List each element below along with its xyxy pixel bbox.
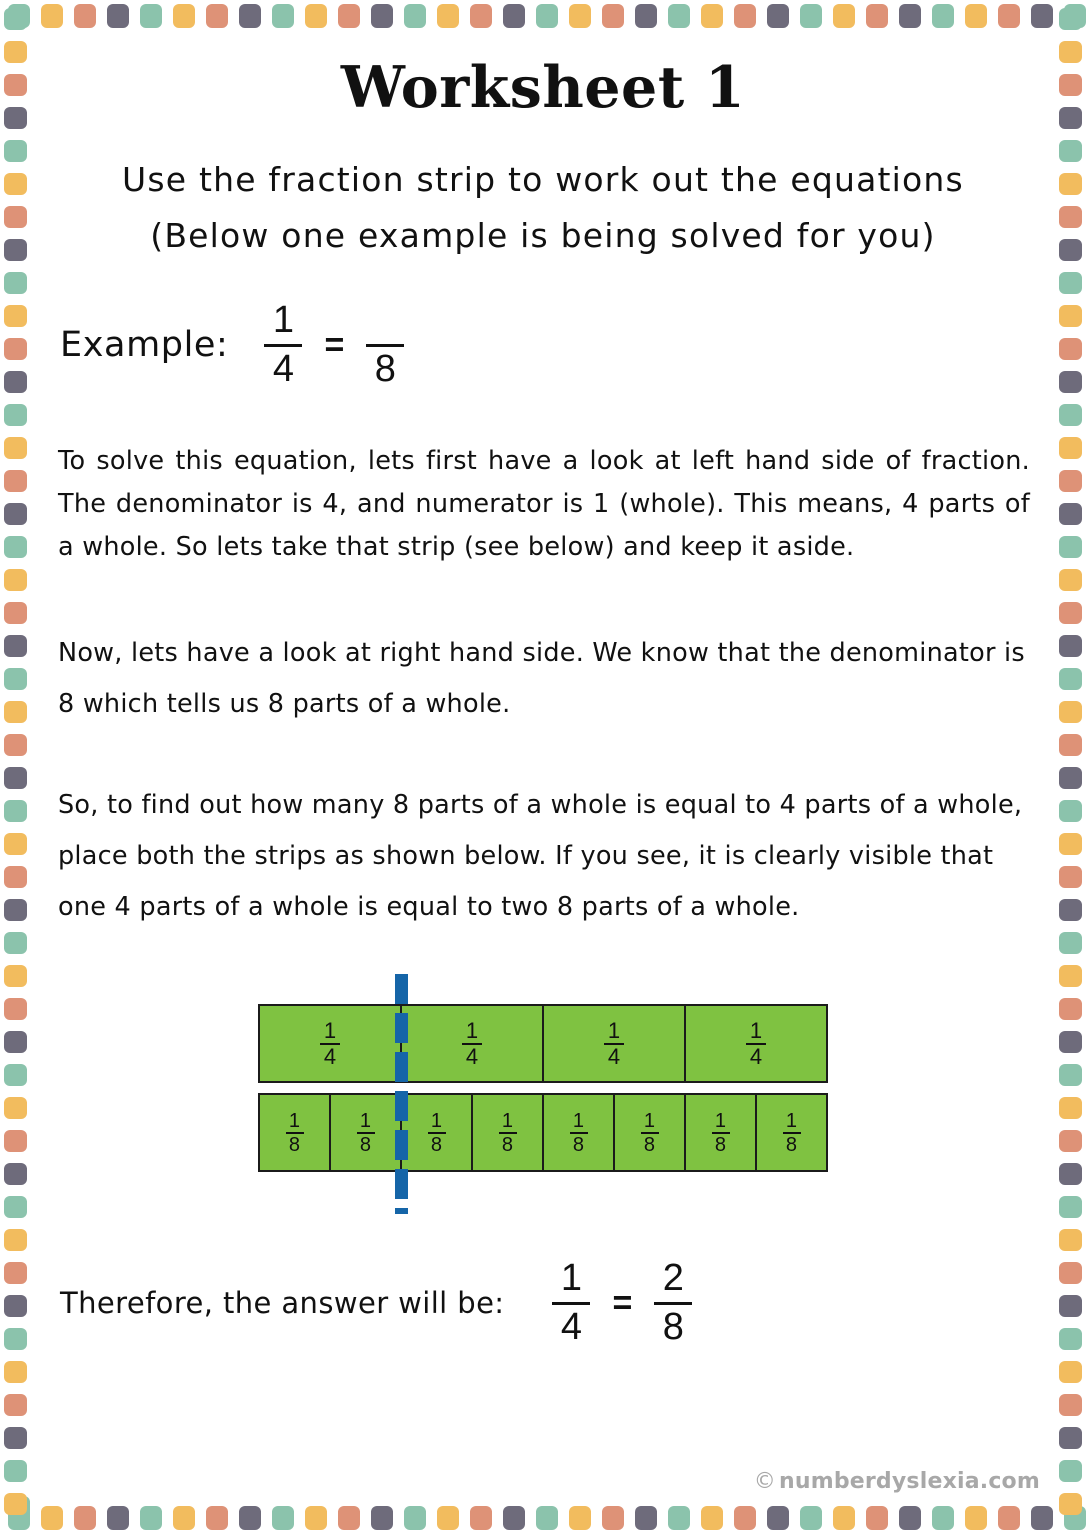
border-dot <box>1059 305 1082 327</box>
border-dot <box>1059 140 1082 162</box>
quarter-numerator: 1 <box>323 1017 337 1043</box>
answer-equals-sign: = <box>612 1283 633 1322</box>
explanation-paragraph-3: So, to find out how many 8 parts of a whole is equal to 4 parts of a whole, place both the strips as shown below. If you see, it is clearly visible that one 4 parts of a whole is equal to two 8 parts of a whole. <box>58 790 1023 922</box>
border-dot <box>767 4 789 28</box>
border-dot <box>4 503 27 525</box>
watermark-site-name: numberdyslexia.com <box>778 1469 1040 1494</box>
border-dot <box>4 107 27 129</box>
border-dot <box>1059 41 1082 63</box>
border-dot <box>1059 206 1082 228</box>
quarter-fraction <box>604 1017 624 1069</box>
border-dot <box>4 272 27 294</box>
site-watermark <box>754 1469 1040 1494</box>
border-dot <box>4 866 27 888</box>
border-dot <box>173 4 195 28</box>
border-dot <box>4 371 27 393</box>
border-dot <box>734 1506 756 1530</box>
border-dot <box>1059 272 1082 294</box>
border-dot <box>4 74 27 96</box>
border-dot <box>734 4 756 28</box>
quarter-fraction <box>746 1017 766 1069</box>
border-dot <box>74 1506 96 1530</box>
border-dot <box>470 4 492 28</box>
eighth-cell <box>615 1095 686 1170</box>
border-dot <box>899 4 921 28</box>
border-dot <box>767 1506 789 1530</box>
eighth-numerator: 1 <box>430 1109 443 1132</box>
border-dot <box>1059 470 1082 492</box>
border-dot <box>371 4 393 28</box>
border-dot <box>140 4 162 28</box>
answer-right-numerator: 2 <box>662 1256 684 1299</box>
fraction-strip-eighths <box>258 1093 828 1172</box>
border-dot <box>1059 932 1082 954</box>
border-dot <box>206 4 228 28</box>
border-dot <box>41 1506 63 1530</box>
fraction-strips-diagram <box>258 1004 828 1172</box>
eighth-numerator: 1 <box>288 1109 301 1132</box>
border-dot <box>4 437 27 459</box>
border-dot <box>1059 899 1082 921</box>
border-dot <box>1059 1097 1082 1119</box>
answer-right-denominator: 8 <box>662 1305 684 1348</box>
border-dot <box>338 1506 360 1530</box>
border-dot <box>1059 1229 1082 1251</box>
border-dot <box>1059 1394 1082 1416</box>
example-left-fraction <box>264 298 302 390</box>
decorative-border-left <box>4 8 30 1528</box>
border-dot <box>338 4 360 28</box>
border-dot <box>635 1506 657 1530</box>
answer-left-fraction <box>552 1256 590 1348</box>
fraction-bar <box>654 1302 692 1305</box>
eighth-fraction <box>570 1111 588 1155</box>
border-dot <box>272 4 294 28</box>
border-dot <box>4 536 27 558</box>
border-dot <box>668 4 690 28</box>
border-dot <box>1031 4 1053 28</box>
border-dot <box>1059 404 1082 426</box>
eighth-numerator: 1 <box>572 1109 585 1132</box>
border-dot <box>1059 569 1082 591</box>
border-dot <box>4 1427 27 1449</box>
eighth-cell <box>402 1095 473 1170</box>
border-dot <box>1059 1130 1082 1152</box>
border-dot <box>272 1506 294 1530</box>
page-title: Worksheet 1 <box>340 54 746 121</box>
border-dot <box>4 1130 27 1152</box>
border-dot <box>569 1506 591 1530</box>
eighth-fraction <box>641 1111 659 1155</box>
border-dot <box>4 569 27 591</box>
border-dot <box>1059 998 1082 1020</box>
worksheet-instruction-line-2: (Below one example is being solved for you) <box>150 216 936 255</box>
eighth-denominator: 8 <box>714 1133 727 1156</box>
answer-label: Therefore, the answer will be: <box>60 1286 505 1320</box>
alignment-marker-dashed-line <box>395 974 408 1214</box>
border-dot <box>1059 536 1082 558</box>
border-dot <box>4 1493 27 1515</box>
border-dot <box>140 1506 162 1530</box>
explanation-paragraph-1: To solve this equation, lets first have a look at left hand side of fraction. The denominator is 4, and numerator is 1 (whole). This means, 4 parts of a whole. So lets take that strip (see below) and keep it aside. <box>58 446 1030 562</box>
answer-right-fraction <box>654 1256 692 1348</box>
border-dot <box>305 4 327 28</box>
border-dot <box>4 1064 27 1086</box>
border-dot <box>932 4 954 28</box>
border-dot <box>4 1295 27 1317</box>
border-dot <box>4 965 27 987</box>
eighth-cell <box>473 1095 544 1170</box>
border-dot <box>1059 668 1082 690</box>
fraction-bar <box>366 344 404 347</box>
border-dot <box>1059 1163 1082 1185</box>
decorative-border-right <box>1056 8 1082 1528</box>
eighth-fraction <box>286 1111 304 1155</box>
example-left-denominator: 4 <box>272 347 294 390</box>
border-dot <box>998 1506 1020 1530</box>
border-dot <box>635 4 657 28</box>
border-dot <box>470 1506 492 1530</box>
border-dot <box>701 1506 723 1530</box>
border-dot <box>404 1506 426 1530</box>
border-dot <box>4 1328 27 1350</box>
border-dot <box>1059 239 1082 261</box>
border-dot <box>4 140 27 162</box>
border-dot <box>1059 965 1082 987</box>
border-dot <box>4 1394 27 1416</box>
quarter-cell <box>686 1006 826 1081</box>
worksheet-instruction-line-1: Use the fraction strip to work out the equations <box>122 160 964 199</box>
border-dot <box>569 4 591 28</box>
border-dot <box>536 4 558 28</box>
quarter-denominator: 4 <box>607 1043 621 1069</box>
example-right-numerator-blank[interactable] <box>370 301 400 341</box>
border-dot <box>701 4 723 28</box>
border-dot <box>4 932 27 954</box>
example-equals-sign: = <box>324 325 345 364</box>
example-equation <box>60 300 404 390</box>
example-right-denominator: 8 <box>374 347 396 390</box>
decorative-border-bottom <box>8 1500 1078 1530</box>
border-dot <box>833 4 855 28</box>
border-dot <box>1059 1493 1082 1515</box>
fraction-bar <box>264 344 302 347</box>
fraction-strip-quarters <box>258 1004 828 1083</box>
border-dot <box>4 767 27 789</box>
answer-left-numerator: 1 <box>560 1256 583 1299</box>
border-dot <box>1059 173 1082 195</box>
quarter-numerator: 1 <box>465 1017 479 1043</box>
border-dot <box>74 4 96 28</box>
border-dot <box>4 602 27 624</box>
eighth-denominator: 8 <box>430 1133 443 1156</box>
eighth-numerator: 1 <box>714 1109 727 1132</box>
border-dot <box>4 1460 27 1482</box>
border-dot <box>833 1506 855 1530</box>
border-dot <box>536 1506 558 1530</box>
border-dot <box>305 1506 327 1530</box>
border-dot <box>437 4 459 28</box>
border-dot <box>1059 1328 1082 1350</box>
border-dot <box>371 1506 393 1530</box>
eighth-denominator: 8 <box>501 1133 514 1156</box>
border-dot <box>668 1506 690 1530</box>
border-dot <box>1059 800 1082 822</box>
border-dot <box>899 1506 921 1530</box>
border-dot <box>965 4 987 28</box>
border-dot <box>4 1097 27 1119</box>
border-dot <box>107 1506 129 1530</box>
quarter-denominator: 4 <box>323 1043 337 1069</box>
eighth-cell <box>686 1095 757 1170</box>
example-right-fraction <box>366 301 404 390</box>
eighth-fraction <box>712 1111 730 1155</box>
border-dot <box>1059 866 1082 888</box>
border-dot <box>1059 734 1082 756</box>
border-dot <box>4 173 27 195</box>
eighth-numerator: 1 <box>643 1109 656 1132</box>
border-dot <box>1059 1196 1082 1218</box>
example-left-numerator: 1 <box>272 298 294 341</box>
border-dot <box>4 41 27 63</box>
quarter-denominator: 4 <box>749 1043 763 1069</box>
border-dot <box>4 404 27 426</box>
border-dot <box>932 1506 954 1530</box>
border-dot <box>4 701 27 723</box>
border-dot <box>1059 1031 1082 1053</box>
border-dot <box>4 1229 27 1251</box>
border-dot <box>404 4 426 28</box>
border-dot <box>4 998 27 1020</box>
border-dot <box>4 668 27 690</box>
explanation-paragraph-2: Now, lets have a look at right hand side. We know that the denominator is 8 which tells us 8 parts of a whole. <box>58 638 1025 719</box>
border-dot <box>206 1506 228 1530</box>
quarter-numerator: 1 <box>749 1017 763 1043</box>
border-dot <box>1031 1506 1053 1530</box>
eighth-fraction <box>428 1111 446 1155</box>
decorative-border-top <box>8 4 1078 30</box>
border-dot <box>239 1506 261 1530</box>
border-dot <box>1059 833 1082 855</box>
eighth-numerator: 1 <box>501 1109 514 1132</box>
eighth-denominator: 8 <box>359 1133 372 1156</box>
quarter-numerator: 1 <box>607 1017 621 1043</box>
quarter-denominator: 4 <box>465 1043 479 1069</box>
border-dot <box>866 4 888 28</box>
border-dot <box>866 1506 888 1530</box>
border-dot <box>1059 371 1082 393</box>
border-dot <box>1059 635 1082 657</box>
example-label: Example: <box>60 325 229 365</box>
border-dot <box>1059 1295 1082 1317</box>
border-dot <box>437 1506 459 1530</box>
border-dot <box>1059 74 1082 96</box>
quarter-cell <box>402 1006 544 1081</box>
border-dot <box>1059 1427 1082 1449</box>
border-dot <box>503 1506 525 1530</box>
border-dot <box>239 4 261 28</box>
border-dot <box>1059 8 1082 30</box>
border-dot <box>998 4 1020 28</box>
border-dot <box>1059 701 1082 723</box>
quarter-fraction <box>462 1017 482 1069</box>
eighth-fraction <box>783 1111 801 1155</box>
border-dot <box>965 1506 987 1530</box>
border-dot <box>4 800 27 822</box>
border-dot <box>1059 767 1082 789</box>
border-dot <box>1059 1361 1082 1383</box>
border-dot <box>4 338 27 360</box>
border-dot <box>4 1196 27 1218</box>
quarter-cell <box>544 1006 686 1081</box>
answer-equation <box>60 1258 692 1348</box>
border-dot <box>4 206 27 228</box>
answer-left-denominator: 4 <box>560 1305 583 1348</box>
eighth-cell <box>331 1095 402 1170</box>
eighth-numerator: 1 <box>785 1109 798 1132</box>
border-dot <box>4 8 27 30</box>
quarter-fraction <box>320 1017 340 1069</box>
border-dot <box>1059 1262 1082 1284</box>
fraction-bar <box>552 1302 590 1305</box>
border-dot <box>800 4 822 28</box>
border-dot <box>1059 437 1082 459</box>
copyright-icon: © <box>753 1469 776 1494</box>
border-dot <box>800 1506 822 1530</box>
border-dot <box>1059 1460 1082 1482</box>
eighth-fraction <box>499 1111 517 1155</box>
border-dot <box>602 4 624 28</box>
border-dot <box>4 734 27 756</box>
border-dot <box>4 833 27 855</box>
eighth-cell <box>544 1095 615 1170</box>
eighth-cell <box>757 1095 826 1170</box>
eighth-denominator: 8 <box>572 1133 585 1156</box>
border-dot <box>4 1361 27 1383</box>
border-dot <box>1059 107 1082 129</box>
eighth-denominator: 8 <box>288 1133 301 1156</box>
border-dot <box>173 1506 195 1530</box>
border-dot <box>4 470 27 492</box>
border-dot <box>1059 503 1082 525</box>
border-dot <box>602 1506 624 1530</box>
border-dot <box>4 1262 27 1284</box>
eighth-denominator: 8 <box>785 1133 798 1156</box>
border-dot <box>1059 602 1082 624</box>
border-dot <box>4 1031 27 1053</box>
eighth-fraction <box>357 1111 375 1155</box>
border-dot <box>4 1163 27 1185</box>
border-dot <box>107 4 129 28</box>
border-dot <box>4 899 27 921</box>
eighth-numerator: 1 <box>359 1109 372 1132</box>
border-dot <box>4 239 27 261</box>
border-dot <box>1059 1064 1082 1086</box>
quarter-cell <box>260 1006 402 1081</box>
border-dot <box>503 4 525 28</box>
border-dot <box>1059 338 1082 360</box>
border-dot <box>41 4 63 28</box>
border-dot <box>4 635 27 657</box>
eighth-cell <box>260 1095 331 1170</box>
eighth-denominator: 8 <box>643 1133 656 1156</box>
border-dot <box>4 305 27 327</box>
